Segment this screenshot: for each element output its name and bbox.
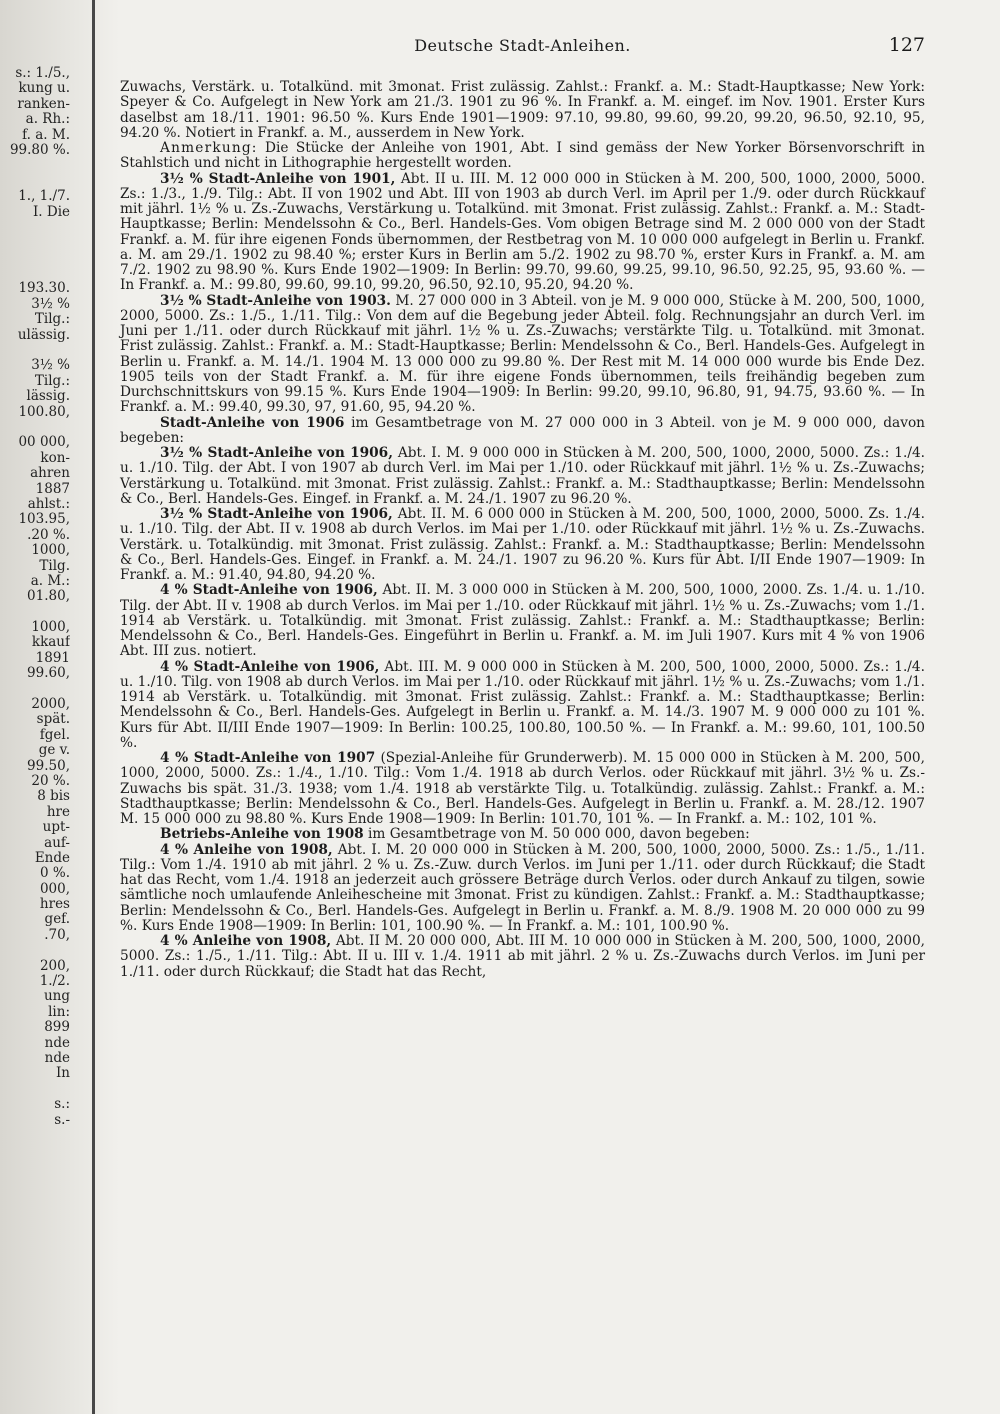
margin-fragment bbox=[0, 174, 70, 189]
margin-fragment: kon- bbox=[40, 449, 70, 466]
margin-fragment: lin: bbox=[48, 1003, 70, 1020]
margin-fragment: 899 bbox=[44, 1019, 70, 1036]
paragraph-text: Abt. II u. III. M. 12 000 000 in Stücken à M. 200, 500, 1000, 2000, 5000. Zs.: 1./3., 1./9. Tilg.: Abt. II von 1902 und Abt. III von 1903 ab durch Verl. im April per 1./9. oder durch Rückkauf mit jährl. 1½ % u. Zs.-Zuwachs, Verstärkung u. Totalkünd. mit 3monat. Frist zulässig. Zahlst.: Frankf. a. M.: Stadt-Hauptkasse; Berlin: Mendelssohn & Co., Berl. Handels-Ges. Vom obigen Betrage sind M. 2 000 000 von der Stadt Frankf. a. M. für ihre eigenen Fonds übernommen, der Restbetrag von M. 10 000 000 aufgelegt in Berlin u. Frankf. a. M. am 29./1. 1902 zu 98.40 %; erster Kurs in Berlin am 5./2. 1902 zu 98.70 %, erster Kurs in Frankf. a. M. am 7./2. 1902 zu 98.90 %. Kurs Ende 1902—1909: In Berlin: 99.70, 99.60, 99.25, 99.10, 96.50, 92.25, 95, 93.60 %. — In Frankf. a. M.: 99.80, 99.60, 99.10, 99.20, 96.50, 92.10, 95.20, 94.20 %. bbox=[120, 170, 926, 294]
margin-fragment: auf- bbox=[44, 834, 70, 851]
margin-fragment: f. a. M. bbox=[22, 126, 70, 143]
margin-fragment: upt- bbox=[42, 819, 70, 836]
margin-fragment: s.- bbox=[54, 1111, 70, 1128]
margin-fragment: kung u. bbox=[18, 80, 70, 97]
margin-fragment: I. Die bbox=[32, 203, 70, 220]
margin-fragment: a. Rh.: bbox=[25, 111, 70, 128]
note-label: Anmerkung: bbox=[160, 140, 258, 156]
margin-fragment: 99.60, bbox=[27, 665, 70, 682]
margin-fragment bbox=[0, 943, 70, 958]
margin-fragment: nde bbox=[44, 1034, 70, 1051]
paragraph-text: Abt. II. M. 6 000 000 in Stücken à M. 200, 500, 1000, 2000, 5000. Zs. 1./4. u. 1./10. Tilg. der Abt. II v. 1908 ab durch Verlos. im Mai per 1./10. oder Rückkauf mit jährl. 1½ % u. Zs.-Zuwachs. Verstärk. u. Totalkündig. mit 3monat. Frist zulässig. Zahlst.: Frankf. a. M.: Stadthauptkasse; Berlin: Mendelssohn & Co., Berl. Handels-Ges. Eingef. in Frankf. a. M. 24./1. 1907 zu 96.20 %. Kurs für Abt. I/II Ende 1907—1909: In Frankf. a. M.: 91.40, 94.80, 94.20 %. bbox=[120, 506, 925, 583]
margin-fragment: ahren bbox=[30, 465, 70, 482]
margin-fragment: Ende bbox=[34, 849, 70, 866]
running-head-title: Deutsche Stadt-Anleihen. bbox=[414, 36, 631, 55]
margin-fragment bbox=[0, 343, 70, 358]
paragraph-text: Abt. III. M. 9 000 000 in Stücken à M. 200, 500, 1000, 2000, 5000. Zs.: 1./4. u. 1./10. Tilg. von 1908 ab durch Verlos. im Mai per 1./10. oder Rückkauf mit jährl. 1½ % u. Zs.-Zuwachs; vom 1./1. 1914 ab Verstärk. u. Totalkündig. mit 3monat. Frist zulässig. Zahlst.: Frankf. a. M.: Stadthauptkasse; Berlin: Mendelssohn & Co., Berl. Handels-Ges. Aufgelegt in Berlin u. Frankf. a. M. 14./3. 1907 M. 9 000 000 zu 101 %. Kurs für Abt. II/III Ende 1907—1909: In Berlin: 100.25, 100.80, 100.50 %. — In Frankf. a. M.: 99.60, 101, 100.50 %. bbox=[120, 658, 925, 751]
margin-fragment: a. M.: bbox=[30, 572, 70, 589]
paragraph-text: im Gesamtbetrage von M. 27 000 000 in 3 Abteil. von je M. 9 000 000, davon begeben: bbox=[120, 414, 925, 446]
paragraph-text: Zuwachs, Verstärk. u. Totalkünd. mit 3monat. Frist zulässig. Zahlst.: Frankf. a. M.: Stadt-Hauptkasse; New York: Speyer & Co. Aufgelegt in New York am 21./3. 1901 zu 96 %. In Frankf. a. M. eingef. im Nov. 1901. Erster Kurs daselbst am 18./11. 1901: 96.50 %. Kurs Ende 1901—1909: 97.10, 99.80, 99.60, 99.20, 99.20, 96.50, 92.10, 95, 94.20 %. Notiert in Frankf. a. M., ausserdem in New York. bbox=[120, 79, 925, 141]
loan-entry bbox=[120, 827, 925, 842]
paragraph-text: im Gesamtbetrage von M. 50 000 000, davon begeben: bbox=[363, 826, 750, 843]
main-text-column bbox=[120, 80, 925, 980]
loan-heading: 4 % Stadt-Anleihe von 1907 bbox=[160, 750, 376, 766]
margin-fragment bbox=[0, 251, 70, 266]
margin-fragment: 1./2. bbox=[39, 973, 70, 990]
margin-fragment: 01.80, bbox=[27, 588, 70, 605]
loan-heading: 4 % Anleihe von 1908, bbox=[160, 933, 332, 949]
loan-heading: Betriebs-Anleihe von 1908 bbox=[160, 826, 364, 843]
margin-fragment: ranken- bbox=[17, 95, 70, 112]
previous-page-margin-column bbox=[0, 66, 70, 1128]
loan-heading: 3½ % Stadt-Anleihe von 1906, bbox=[160, 445, 393, 461]
margin-fragment: 193.30. bbox=[18, 280, 70, 297]
loan-heading: 4 % Stadt-Anleihe von 1906, bbox=[160, 582, 378, 599]
margin-fragment: 100.80, bbox=[18, 403, 70, 420]
running-head bbox=[120, 36, 925, 60]
loan-entry bbox=[120, 583, 925, 659]
loan-heading: Stadt-Anleihe von 1906 bbox=[160, 414, 345, 431]
margin-fragment: 000, bbox=[39, 880, 70, 897]
loan-entry bbox=[120, 934, 925, 980]
margin-fragment bbox=[0, 605, 70, 620]
margin-fragment: ung bbox=[43, 988, 70, 1005]
margin-fragment: 103.95, bbox=[18, 511, 70, 528]
margin-fragment: In bbox=[55, 1065, 70, 1082]
margin-fragment: 20 %. bbox=[31, 772, 70, 789]
paragraph-text: (Spezial-Anleihe für Grunderwerb). M. 15 000 000 in Stücken à M. 200, 500, 1000, 2000, 5000. Zs.: 1./4., 1./10. Tilg.: Vom 1./4. 1918 ab durch Verlos. oder Rückkauf mit jährl. 3½ % u. Zs.-Zuwachs bis spät. 31./3. 1938; vom 1./4. 1918 ab verstärkte Tilg. u. Totalkündig. zulässig. Zahlst.: Frankf. a. M.: Stadthauptkasse; Berlin: Mendelssohn & Co., Berl. Handels-Ges. Aufgelegt in Berlin u. Frankf. a. M. 28./12. 1907 M. 15 000 000 zu 98.80 %. Kurs Ende 1908—1909: In Berlin: 101.70, 101 %. — In Frankf. a. M.: 102, 101 %. bbox=[120, 750, 925, 827]
margin-fragment bbox=[0, 266, 70, 281]
margin-fragment: .70, bbox=[44, 926, 70, 943]
margin-fragment: hres bbox=[39, 896, 70, 913]
margin-fragment bbox=[0, 420, 70, 435]
loan-entry bbox=[120, 843, 925, 935]
margin-fragment: 99.50, bbox=[27, 757, 70, 774]
margin-fragment bbox=[0, 158, 70, 173]
paragraph-text: Die Stücke der Anleihe von 1901, Abt. I sind gemäss der New Yorker Börsenvorschrift in Stahlstich und nicht in Lithographie hergestellt worden. bbox=[120, 140, 925, 172]
loan-entry bbox=[120, 660, 925, 752]
loan-entry bbox=[120, 446, 925, 507]
margin-fragment bbox=[0, 1082, 70, 1097]
margin-fragment: 1000, bbox=[31, 542, 70, 559]
loan-heading: 3½ % Stadt-Anleihe von 1901, bbox=[160, 170, 396, 187]
margin-fragment: 200, bbox=[39, 957, 70, 974]
loan-heading: 4 % Anleihe von 1908, bbox=[160, 841, 333, 858]
binding-gutter bbox=[92, 0, 95, 1414]
margin-fragment: 8 bis bbox=[37, 788, 70, 805]
paragraph-text: Abt. I. M. 9 000 000 in Stücken à M. 200, 500, 1000, 2000, 5000. Zs.: 1./4. u. 1./10. Tilg. der Abt. I von 1907 ab durch Verl. im Mai per 1./10. oder Rückkauf mit jährl. 1½ % u. Zs.-Zuwachs; Verstärkung u. Totalkünd. mit 3monat. Frist zulässig. Zahlst.: Frankf. a. M.: Stadthauptkasse; Berlin: Mendelssohn & Co., Berl. Handels-Ges. Eingef. in Frankf. a. M. 24./1. 1907 zu 96.20 %. bbox=[120, 445, 925, 507]
margin-fragment: 1., 1./7. bbox=[18, 188, 70, 205]
margin-fragment: s.: bbox=[54, 1096, 70, 1113]
margin-fragment: 1000, bbox=[31, 619, 70, 636]
paragraph-text: M. 27 000 000 in 3 Abteil. von je M. 9 000 000, Stücke à M. 200, 500, 1000, 2000, 5000. Zs.: 1./5., 1./11. Tilg.: Von dem auf die Begebung jeder Abteil. folg. Rechnungsjahr an durch Verl. im Juni per 1./11. oder durch Rückkauf mit jährl. 1½ % u. Zs.-Zuwachs; verstärkte Tilg. u. Totalkünd. mit 3monat. Frist zulässig. Zahlst.: Frankf. a. M.: Stadt-Hauptkasse; Berlin: Mendelssohn & Co., Berl. Handels-Ges. Aufgelegt in Berlin u. Frankf. a. M. 14./1. 1904 M. 13 000 000 zu 99.80 %. Der Rest mit M. 14 000 000 wurde bis Ende Dez. 1905 teils von der Stadt Frankf. a. M. für ihre eigene Fonds übernommen, teils freihändig begeben zum Durchschnittskurs von 99.15 %. Kurs Ende 1904—1909: In Berlin: 99.20, 99.10, 96.80, 91, 94.75, 93.60 %. — In Frankf. a. M.: 99.40, 99.30, 97, 91.60, 95, 94.20 %. bbox=[120, 292, 925, 416]
loan-entry bbox=[120, 294, 925, 416]
loan-entry bbox=[120, 416, 925, 447]
margin-fragment: 0 %. bbox=[40, 865, 70, 882]
margin-fragment: ulässig. bbox=[17, 326, 70, 343]
margin-fragment: 3½ % bbox=[31, 357, 70, 374]
loan-heading: 4 % Stadt-Anleihe von 1906, bbox=[160, 658, 380, 675]
margin-fragment bbox=[0, 220, 70, 235]
margin-fragment: ahlst.: bbox=[27, 495, 70, 512]
page-number: 127 bbox=[888, 34, 925, 56]
paragraph-text: Abt. I. M. 20 000 000 in Stücken à M. 200, 500, 1000, 2000, 5000. Zs.: 1./5., 1./11. Tilg.: Vom 1./4. 1910 ab mit jährl. 2 % u. Zs.-Zuw. durch Verlos. im Juni per 1./11. oder durch Rückkauf; die Stadt hat das Recht, vom 1./4. 1918 an jederzeit auch grössere Beträge durch Verlos. oder durch Ankauf zu tilgen, sowie sämtliche noch umlaufende Anleihescheine mit 3monat. Frist zu kündigen. Zahlst.: Frankf. a. M.: Stadthauptkasse; Berlin: Mendelssohn & Co., Berl. Handels-Ges. Aufgelegt in Berlin u. Frankf. a. M. 8./9. 1908 M. 20 000 000 zu 99 %. Kurs Ende 1908—1909: In Berlin: 101, 100.90 %. — In Frankf. a. M.: 101, 100.90 %. bbox=[120, 841, 925, 934]
margin-fragment: 3½ % bbox=[31, 295, 70, 312]
margin-fragment: ge v. bbox=[38, 742, 70, 759]
loan-entry bbox=[120, 507, 925, 583]
margin-fragment: gef. bbox=[44, 911, 70, 928]
margin-fragment: 99.80 %. bbox=[9, 141, 70, 158]
margin-fragment bbox=[0, 682, 70, 697]
margin-fragment: hre bbox=[46, 803, 70, 820]
margin-fragment: spät. bbox=[36, 711, 70, 728]
loan-heading: 3½ % Stadt-Anleihe von 1906, bbox=[160, 506, 393, 522]
loan-entry bbox=[120, 751, 925, 827]
margin-fragment bbox=[0, 235, 70, 250]
margin-fragment: kkauf bbox=[31, 634, 70, 651]
loan-heading: 3½ % Stadt-Anleihe von 1903. bbox=[160, 292, 391, 309]
note-paragraph bbox=[120, 141, 925, 172]
continued-paragraph bbox=[120, 80, 925, 141]
margin-fragment: 1887 bbox=[35, 480, 70, 497]
paragraph-text: Abt. II. M. 3 000 000 in Stücken à M. 200, 500, 1000, 2000. Zs. 1./4. u. 1./10. Tilg. der Abt. II v. 1908 ab durch Verlos. im Mai per 1./10. oder Rückkauf mit jährl. 1½ % u. Zs.-Zuwachs; vom 1./1. 1914 ab Verstärk. u. Totalkündig. mit 3monat. Frist zulässig. Zahlst.: Frankf. a. M.: Stadthauptkasse; Berlin: Mendelssohn & Co., Berl. Handels-Ges. Eingeführt in Berlin u. Frankf. a. M. im Juli 1907. Kurs mit 4 % von 1906 Abt. III zus. notiert. bbox=[120, 582, 925, 660]
margin-fragment: 2000, bbox=[31, 696, 70, 713]
loan-entry bbox=[120, 172, 925, 294]
margin-fragment: Tilg. bbox=[39, 557, 70, 574]
margin-fragment: Tilg.: bbox=[34, 311, 70, 328]
margin-fragment: 1891 bbox=[35, 649, 70, 666]
margin-fragment: 00 000, bbox=[18, 434, 70, 451]
margin-fragment: s.: 1./5., bbox=[15, 66, 70, 81]
margin-fragment: Tilg.: bbox=[34, 372, 70, 389]
margin-fragment: fgel. bbox=[39, 726, 70, 743]
margin-fragment: .20 %. bbox=[27, 526, 70, 543]
paragraph-text: Abt. II M. 20 000 000, Abt. III M. 10 000 000 in Stücken à M. 200, 500, 1000, 2000, 5000. Zs.: 1./5., 1./11. Tilg.: Abt. II u. III v. 1./4. 1911 ab mit jährl. 2 % u. Zs.-Zuwachs durch Verlos. im Juni per 1./11. oder durch Rückkauf; die Stadt hat das Recht, bbox=[120, 933, 926, 980]
margin-fragment: lässig. bbox=[26, 388, 70, 405]
margin-fragment: nde bbox=[44, 1050, 70, 1066]
